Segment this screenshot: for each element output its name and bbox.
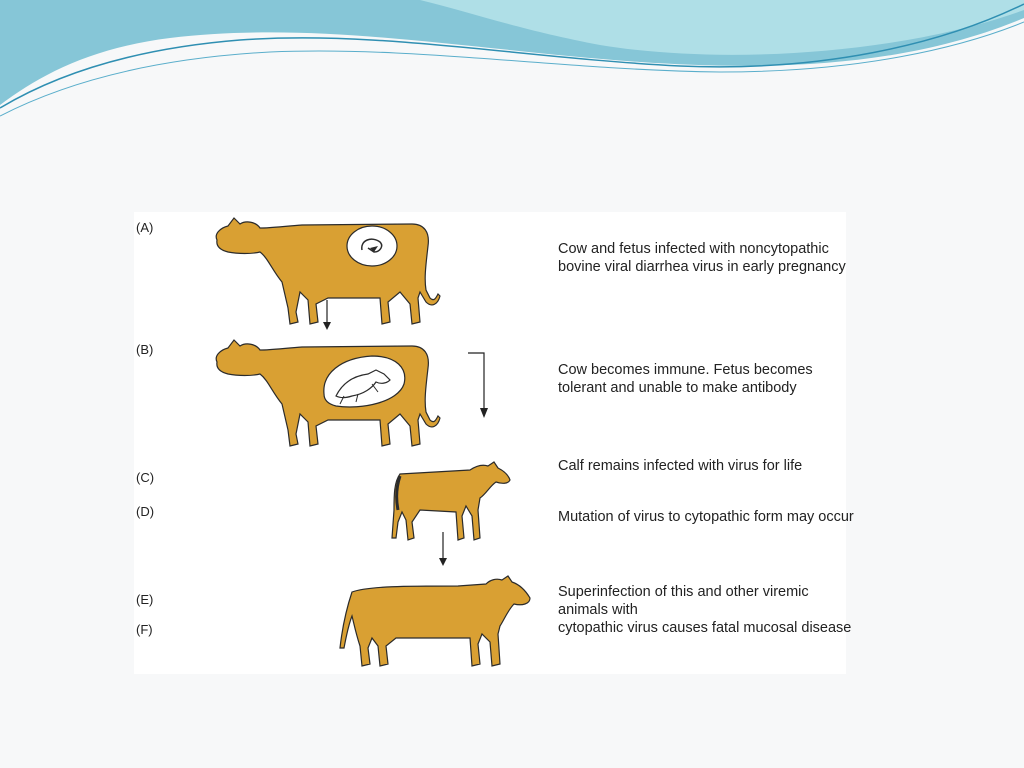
pregnant-cow-late-illustration [212,334,442,449]
stage-label-b: (B) [136,342,154,357]
arrow-a-to-b [320,298,334,332]
caption-a: Cow and fetus infected with noncytopathic bovine viral diarrhea virus in early pregnancy [558,241,846,275]
header-wave-decoration [0,0,1024,130]
caption-b: Cow becomes immune. Fetus becomes tolerant and unable to make antibody [558,362,813,396]
bvdv-pathogenesis-figure [134,212,854,674]
caption-d: Mutation of virus to cytopathic form may occur [558,509,854,525]
stage-label-a: (A) [136,220,154,235]
stage-label-c: (C) [136,470,155,485]
arrow-d-to-e [436,530,450,568]
caption-f: cytopathic virus causes fatal mucosal disease [558,620,852,636]
stage-label-f: (F) [136,622,153,637]
stage-label-e: (E) [136,592,154,607]
persistently-infected-calf-illustration [390,460,514,544]
stage-label-d: (D) [136,504,155,519]
caption-c: Calf remains infected with virus for life [558,458,803,474]
adult-cow-mucosal-disease-illustration [338,576,534,672]
caption-e: Superinfection of this and other viremic animals with [558,584,809,618]
arrow-b-to-c [464,350,494,422]
